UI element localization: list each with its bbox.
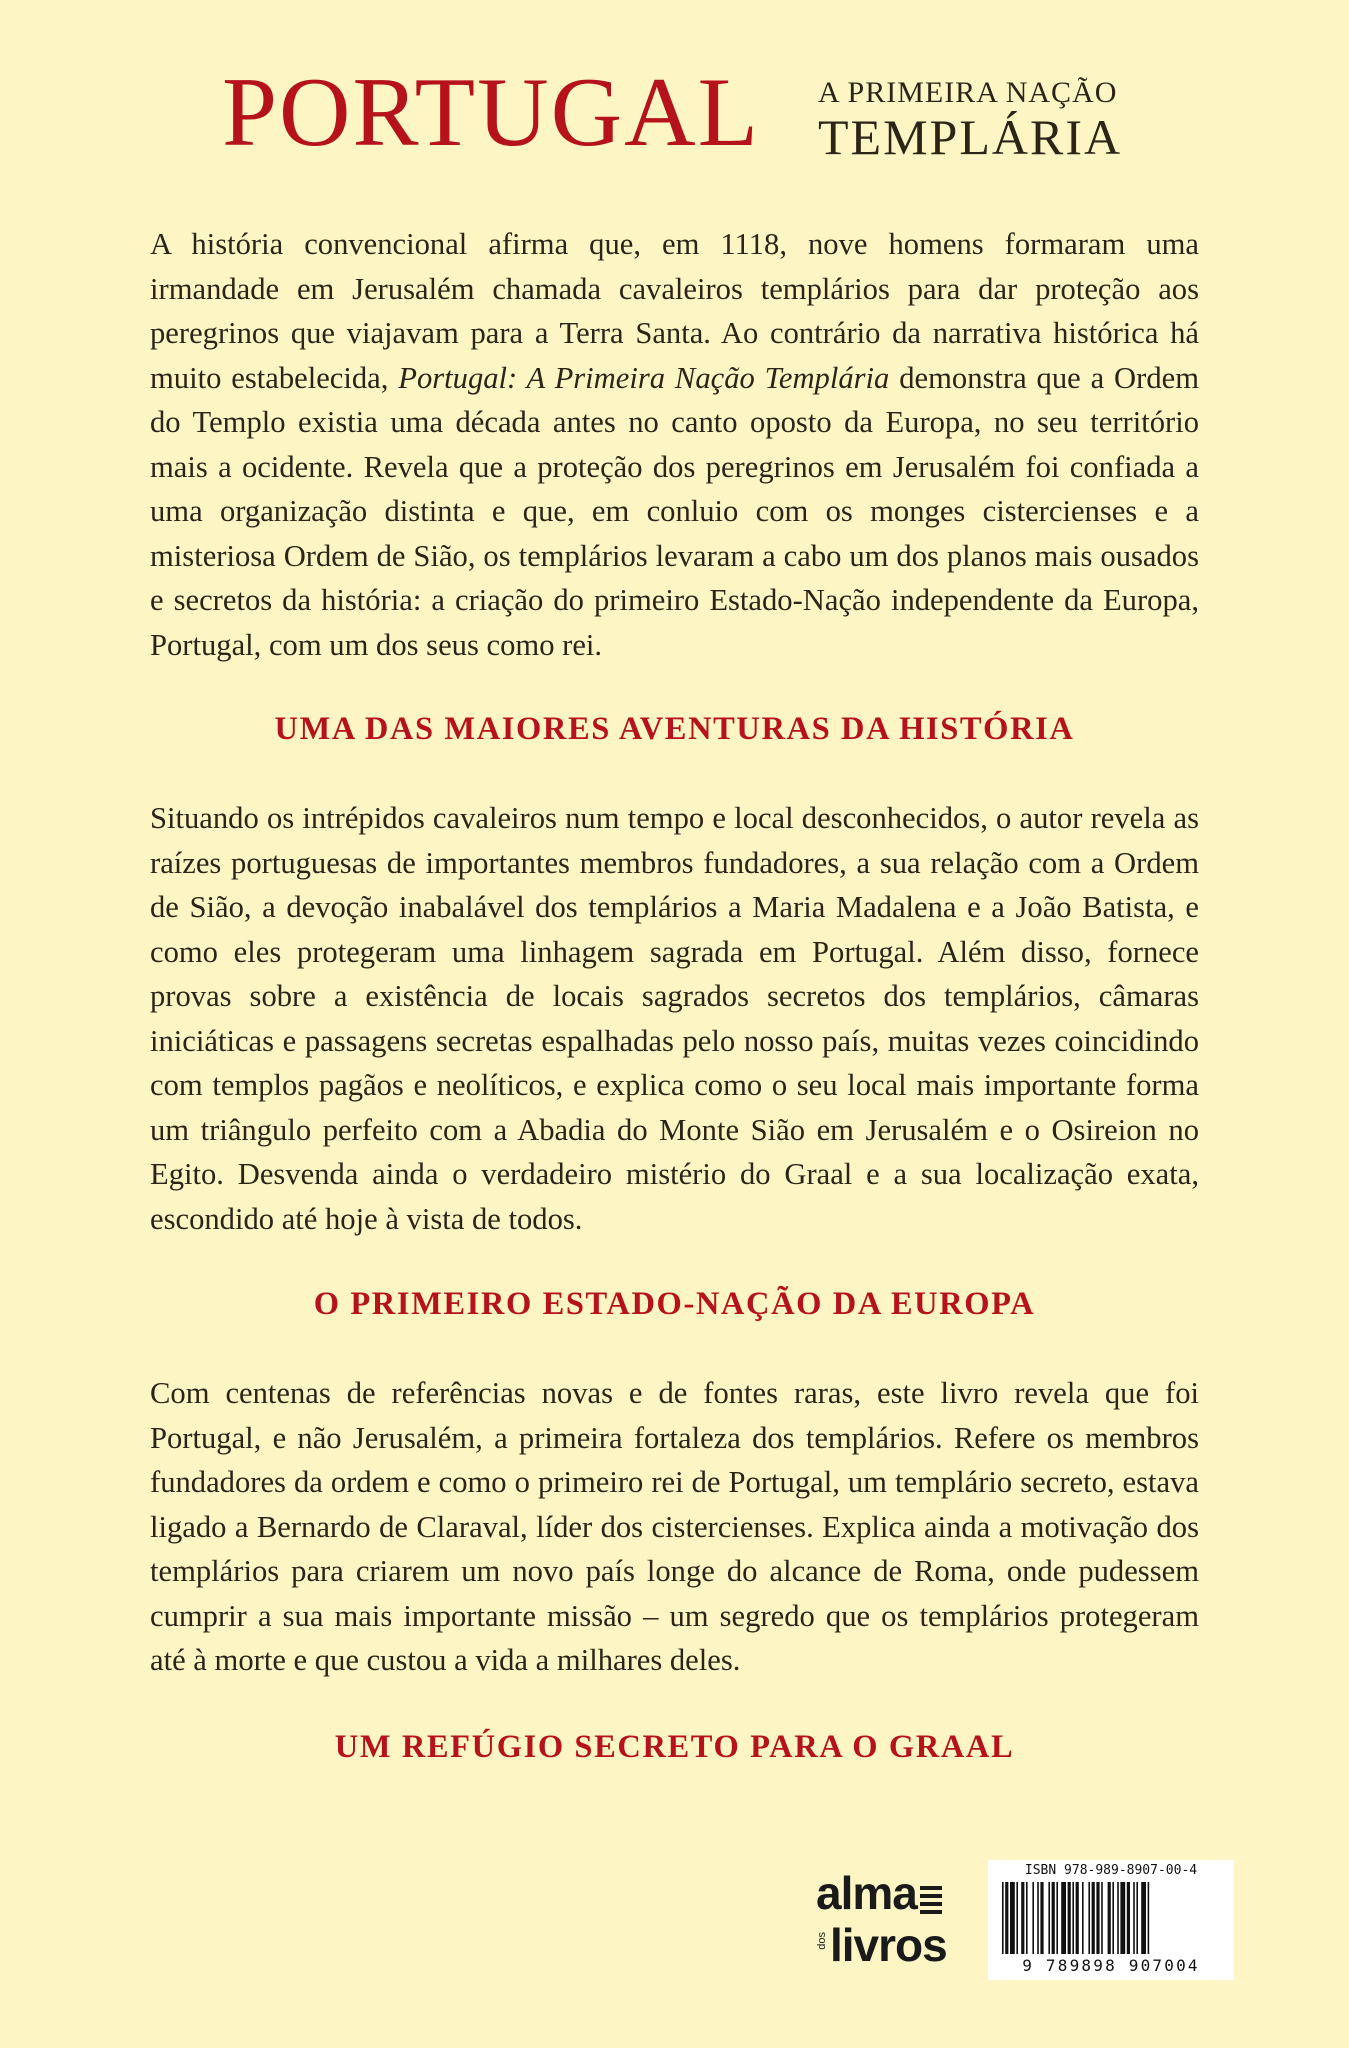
intro-paragraph bbox=[150, 222, 1199, 667]
logo-alma-text: alma bbox=[816, 1867, 917, 1919]
publisher-logo bbox=[816, 1868, 956, 1980]
isbn-label: ISBN 978-989-8907-00-4 bbox=[1024, 1863, 1198, 1878]
body-paragraph-2: Situando os intrépidos cavaleiros num tempo e local desconhecidos, o autor revela as raízes portuguesas de importantes membros fundadores, a sua relação com a Ordem de Sião, a devoção inabalável dos templários a Maria Madalena e a João Batista, e como eles protegeram uma linhagem sagrada em Portugal. Além disso, fornece provas sobre a existência de locais sagrados secretos dos templários, câmaras iniciáticas e passagens secretas espalhadas pelo nosso país, muitas vezes coincidindo com templos pagãos e neolíticos, e explica como o seu local mais importante forma um triângulo perfeito com a Abadia do Monte Sião em Jerusalém e o Osireion no Egito. Desvenda ainda o verdadeiro mistério do Graal e a sua localização exata, escondido até hoje à vista de todos. bbox=[150, 801, 1199, 1236]
book-title-main: PORTUGAL bbox=[222, 58, 761, 167]
book-title-italic: Portugal: A Primeira Nação Templária bbox=[398, 360, 890, 395]
book-subtitle-line1: A PRIMEIRA NAÇÃO bbox=[818, 76, 1118, 109]
intro-text-end: demonstra que a Ordem do Templo existia uma década antes no canto oposto da Europa, no seu território mais a ocidente. Revela que a proteção dos peregrinos em Jerusalém foi confiada a uma organização distinta e que, em conluio com os monges cistercienses e a misteriosa Ordem de Sião, os templários levaram a cabo um dos planos mais ousados e secretos da história: a criação do primeiro Estado-Nação independente da Europa, Portugal, com um dos seus como rei. bbox=[150, 360, 1199, 662]
section-heading-graal: UM REFÚGIO SECRETO PARA O GRAAL bbox=[334, 1728, 1015, 1765]
logo-dos-text: dos bbox=[816, 1932, 828, 1950]
ean-digits: 9 789898 907004 bbox=[1022, 1956, 1200, 1975]
logo-livros-text: livros bbox=[830, 1919, 947, 1971]
section-heading-adventure: UMA DAS MAIORES AVENTURAS DA HISTÓRIA bbox=[274, 711, 1075, 747]
isbn-barcode bbox=[988, 1860, 1234, 1980]
logo-book-lines-icon bbox=[920, 1882, 946, 1930]
book-title-header bbox=[0, 58, 1349, 178]
intro-text-start: A história convencional afirma que, em 1118, nove homens formaram uma irmandade em Jerusalém chamada cavaleiros templários para dar proteção aos peregrinos que viajavam para a Terra Santa. Ao contrário da narrativa histórica há muito estabelecida, bbox=[150, 227, 1199, 395]
back-cover-text bbox=[150, 222, 1199, 1767]
body-paragraph-3: Com centenas de referências novas e de fontes raras, este livro revela que foi Portugal, e não Jerusalém, a primeira fortaleza dos templários. Refere os membros fundadores da ordem e como o primeiro rei de Portugal, um templário secreto, estava ligado a Bernardo de Claraval, líder dos cistercienses. Explica ainda a motivação dos templários para criarem um novo país longe do alcance de Roma, onde pudessem cumprir a sua mais importante missão – um segredo que os templários protegeram até à morte e que custou a vida a milhares deles. bbox=[150, 1376, 1199, 1677]
section-heading-nation-state: O PRIMEIRO ESTADO-NAÇÃO DA EUROPA bbox=[313, 1286, 1036, 1322]
book-subtitle-line2: TEMPLÁRIA bbox=[818, 109, 1123, 165]
